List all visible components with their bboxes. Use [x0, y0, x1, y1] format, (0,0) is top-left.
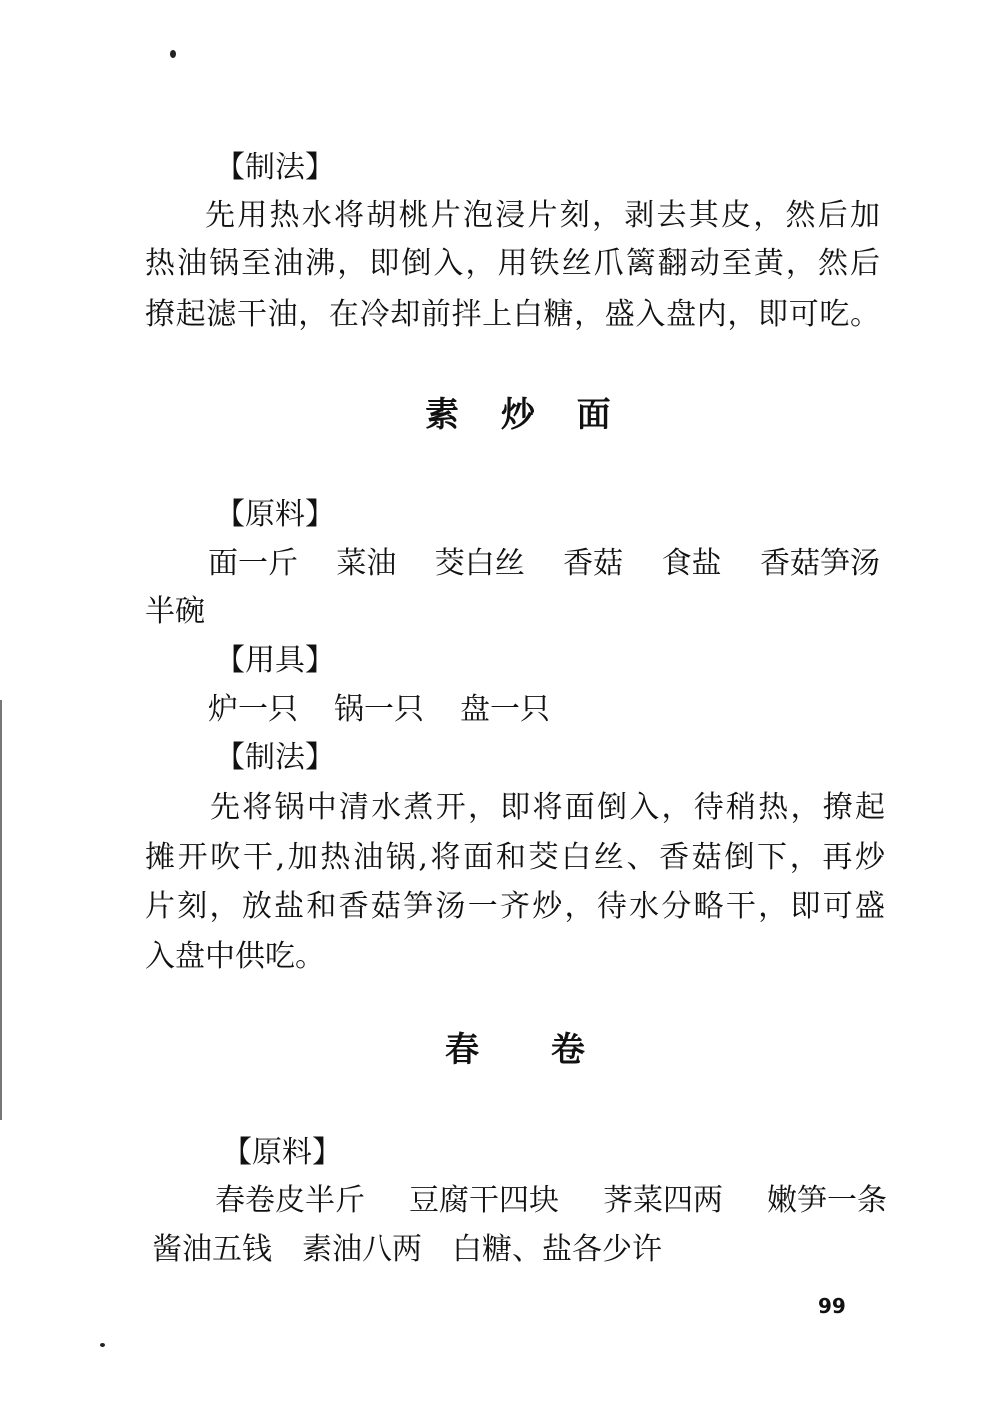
ingredient: 食盐: [661, 546, 722, 581]
ingredients-heading: 【原料】: [222, 1135, 342, 1170]
ingredient: 茭白丝: [434, 546, 525, 581]
ink-speck: [100, 1343, 105, 1347]
recipe-title: 春 卷: [445, 1030, 585, 1070]
ingredients-line: [215, 1183, 887, 1219]
tools-line: [208, 692, 550, 728]
method-line: 先用热水将胡桃片泡浸片刻，剥去其皮，然后加: [205, 198, 880, 233]
tool-item: 锅一只: [334, 692, 424, 727]
recipe-title: 素 炒 面: [425, 395, 611, 435]
ingredient: 白糖、盐各少许: [452, 1232, 662, 1267]
ingredients-heading: 【原料】: [215, 497, 335, 532]
method-line: 摊开吹干,加热油锅,将面和茭白丝、香菇倒下，再炒: [145, 840, 885, 875]
tool-item: 盘一只: [460, 692, 550, 727]
ink-speck: [170, 50, 176, 58]
ingredient: 面一斤: [208, 546, 298, 581]
ingredient: 酱油五钱: [152, 1232, 272, 1267]
ingredient: 菜油: [336, 546, 397, 581]
ingredients-continuation: 半碗: [145, 594, 205, 629]
ingredient: 春卷皮半斤: [215, 1183, 365, 1218]
method-heading: 【制法】: [215, 740, 335, 775]
ingredients-line: [208, 546, 880, 582]
method-line: 先将锅中清水煮开，即将面倒入，待稍热，撩起: [210, 790, 885, 825]
tools-heading: 【用具】: [215, 643, 335, 678]
method-heading: 【制法】: [215, 150, 335, 185]
ingredient: 香菇笋汤: [759, 546, 880, 581]
method-line: 片刻，放盐和香菇笋汤一齐炒，待水分略干，即可盛: [145, 889, 885, 924]
method-line: 入盘中供吃。: [145, 939, 325, 974]
method-line: 热油锅至油沸，即倒入，用铁丝爪篱翻动至黄，然后: [145, 246, 880, 281]
ingredient: 荠菜四两: [603, 1183, 723, 1218]
ingredient: 香菇: [563, 546, 624, 581]
scan-edge-mark: [0, 700, 2, 1120]
ingredients-line: [152, 1232, 662, 1268]
ingredient: 嫩笋一条: [767, 1183, 887, 1218]
ingredient: 豆腐干四块: [409, 1183, 559, 1218]
ingredient: 素油八两: [302, 1232, 422, 1267]
page-number: 99: [818, 1294, 846, 1318]
tool-item: 炉一只: [208, 692, 298, 727]
method-line: 撩起滤干油，在冷却前拌上白糖，盛入盘内，即可吃。: [145, 297, 880, 332]
